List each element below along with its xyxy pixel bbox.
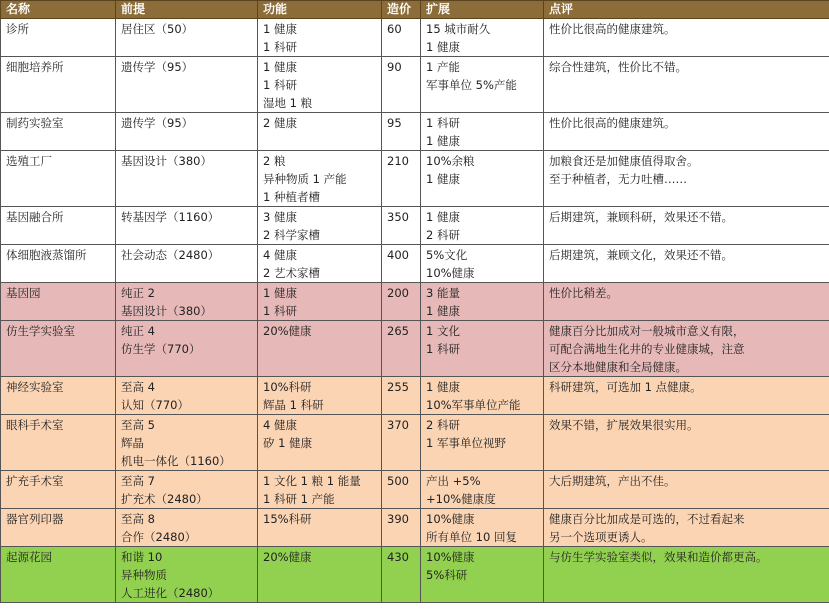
cell-comment [544, 377, 829, 415]
function-line: 4 健康 [263, 418, 297, 432]
cell-expand [421, 245, 544, 283]
cell-comment [544, 471, 829, 509]
cost-value: 390 [387, 512, 409, 526]
cell-function [258, 377, 382, 415]
building-name: 起源花园 [6, 550, 52, 564]
header-name: 名称 [1, 1, 116, 19]
cell-cost [382, 19, 421, 57]
prereq-line: 辉晶 [121, 436, 144, 450]
comment-line: 后期建筑，兼顾文化，效果还不错。 [549, 248, 733, 262]
function-line: 2 粮 [263, 154, 286, 168]
table-row [1, 19, 829, 57]
expand-line: 1 健康 [426, 134, 460, 148]
comment-line: 与仿生学实验室类似，效果和造价都更高。 [549, 550, 768, 564]
cell-function [258, 19, 382, 57]
cell-prereq [116, 471, 258, 509]
header-expand: 扩展 [421, 1, 544, 19]
comment-line: 效果不错，扩展效果很实用。 [549, 418, 699, 432]
cost-value: 95 [387, 116, 402, 130]
cost-value: 265 [387, 324, 409, 338]
cell-expand [421, 283, 544, 321]
expand-line: 5%文化 [426, 248, 468, 262]
cell-comment [544, 415, 829, 471]
prereq-line: 至高 8 [121, 512, 155, 526]
prereq-line: 至高 7 [121, 474, 155, 488]
prereq-line: 人工进化（2480） [121, 586, 220, 600]
cell-cost [382, 283, 421, 321]
cell-name [1, 57, 116, 113]
table-row [1, 151, 829, 207]
expand-line: 1 军事单位视野 [426, 436, 506, 450]
prereq-line: 异种物质 [121, 568, 167, 582]
cell-function [258, 151, 382, 207]
cell-comment [544, 509, 829, 547]
expand-line: 5%科研 [426, 568, 468, 582]
header-function: 功能 [258, 1, 382, 19]
function-line: 1 科研 [263, 40, 297, 54]
comment-line: 科研建筑，可选加 1 点健康。 [549, 380, 702, 394]
comment-line: 性价比很高的健康建筑。 [549, 22, 676, 36]
building-name: 扩充手术室 [6, 474, 64, 488]
expand-line: 1 健康 [426, 380, 460, 394]
prereq-line: 纯正 4 [121, 324, 155, 338]
cell-cost [382, 377, 421, 415]
function-line: 2 科学家槽 [263, 228, 320, 242]
function-line: 10%科研 [263, 380, 312, 394]
function-line: 1 文化 1 粮 1 能量 [263, 474, 361, 488]
expand-line: 1 健康 [426, 304, 460, 318]
cell-comment [544, 547, 829, 603]
prereq-line: 基因设计（380） [121, 304, 212, 318]
table-row [1, 415, 829, 471]
cell-name [1, 377, 116, 415]
cell-expand [421, 151, 544, 207]
function-line: 20%健康 [263, 550, 312, 564]
expand-line: 15 城市耐久 [426, 22, 491, 36]
cell-prereq [116, 547, 258, 603]
prereq-line: 至高 5 [121, 418, 155, 432]
prereq-line: 机电一体化（1160） [121, 454, 231, 468]
building-name: 诊所 [6, 22, 29, 36]
table-body [1, 19, 829, 603]
cell-function [258, 321, 382, 377]
cell-cost [382, 321, 421, 377]
table-row [1, 283, 829, 321]
cost-value: 430 [387, 550, 409, 564]
cell-prereq [116, 57, 258, 113]
function-line: 矽 1 健康 [263, 436, 313, 450]
function-line: 异种物质 1 产能 [263, 172, 347, 186]
prereq-line: 仿生学（770） [121, 342, 201, 356]
cell-prereq [116, 245, 258, 283]
cell-prereq [116, 113, 258, 151]
table-row [1, 321, 829, 377]
comment-line: 综合性建筑，性价比不错。 [549, 60, 687, 74]
cell-comment [544, 113, 829, 151]
cell-prereq [116, 283, 258, 321]
expand-line: 军事单位 5%产能 [426, 78, 517, 92]
expand-line: 1 产能 [426, 60, 460, 74]
prereq-line: 社会动态（2480） [121, 248, 220, 262]
cell-name [1, 509, 116, 547]
expand-line: 3 能量 [426, 286, 460, 300]
expand-line: 1 科研 [426, 116, 460, 130]
cost-value: 350 [387, 210, 409, 224]
cell-name [1, 283, 116, 321]
building-name: 细胞培养所 [6, 60, 64, 74]
table-row [1, 377, 829, 415]
table-row [1, 245, 829, 283]
expand-line: 10%健康 [426, 266, 475, 280]
table-row [1, 471, 829, 509]
function-line: 20%健康 [263, 324, 312, 338]
cell-prereq [116, 19, 258, 57]
header-comment: 点评 [544, 1, 829, 19]
cell-function [258, 245, 382, 283]
cell-expand [421, 471, 544, 509]
prereq-line: 遗传学（95） [121, 60, 194, 74]
table-row [1, 509, 829, 547]
cell-cost [382, 245, 421, 283]
cell-cost [382, 415, 421, 471]
cell-comment [544, 283, 829, 321]
table-row [1, 547, 829, 603]
building-name: 器官列印器 [6, 512, 64, 526]
expand-line: 10%余粮 [426, 154, 475, 168]
cell-name [1, 415, 116, 471]
expand-line: 10%健康 [426, 550, 475, 564]
header-row [1, 1, 829, 19]
cell-comment [544, 57, 829, 113]
expand-line: 1 文化 [426, 324, 460, 338]
cell-function [258, 547, 382, 603]
prereq-line: 遗传学（95） [121, 116, 194, 130]
prereq-line: 居住区（50） [121, 22, 194, 36]
function-line: 1 健康 [263, 286, 297, 300]
function-line: 1 科研 [263, 78, 297, 92]
prereq-line: 和谐 10 [121, 550, 163, 564]
building-name: 神经实验室 [6, 380, 64, 394]
comment-line: 后期建筑，兼顾科研，效果还不错。 [549, 210, 733, 224]
function-line: 15%科研 [263, 512, 312, 526]
building-name: 仿生学实验室 [6, 324, 75, 338]
cell-name [1, 547, 116, 603]
cell-function [258, 283, 382, 321]
cell-expand [421, 547, 544, 603]
cell-name [1, 321, 116, 377]
cell-comment [544, 19, 829, 57]
header-prereq: 前提 [116, 1, 258, 19]
cell-cost [382, 509, 421, 547]
expand-line: +10%健康度 [426, 492, 496, 506]
prereq-line: 纯正 2 [121, 286, 155, 300]
building-name: 眼科手术室 [6, 418, 64, 432]
cost-value: 200 [387, 286, 409, 300]
prereq-line: 至高 4 [121, 380, 155, 394]
cell-function [258, 207, 382, 245]
expand-line: 2 科研 [426, 418, 460, 432]
cell-expand [421, 113, 544, 151]
cost-value: 500 [387, 474, 409, 488]
expand-line: 10%军事单位产能 [426, 398, 521, 412]
comment-line: 区分本地健康和全局健康。 [549, 360, 687, 374]
cell-comment [544, 151, 829, 207]
expand-line: 产出 +5% [426, 474, 481, 488]
cell-function [258, 57, 382, 113]
cell-function [258, 509, 382, 547]
function-line: 3 健康 [263, 210, 297, 224]
expand-line: 1 健康 [426, 210, 460, 224]
building-name: 基因融合所 [6, 210, 64, 224]
building-name: 基因园 [6, 286, 41, 300]
comment-line: 健康百分比加成是可选的，不过看起来 [549, 512, 745, 526]
cell-cost [382, 57, 421, 113]
comment-line: 另一个选项更诱人。 [549, 530, 653, 544]
cell-prereq [116, 415, 258, 471]
cell-name [1, 19, 116, 57]
cell-function [258, 471, 382, 509]
cell-prereq [116, 377, 258, 415]
cell-name [1, 113, 116, 151]
cell-cost [382, 151, 421, 207]
cell-function [258, 415, 382, 471]
cost-value: 90 [387, 60, 402, 74]
building-name: 选殖工厂 [6, 154, 52, 168]
prereq-line: 基因设计（380） [121, 154, 212, 168]
function-line: 1 健康 [263, 22, 297, 36]
expand-line: 1 健康 [426, 172, 460, 186]
expand-line: 10%健康 [426, 512, 475, 526]
expand-line: 1 科研 [426, 342, 460, 356]
comment-line: 可配合满地生化井的专业健康城，注意 [549, 342, 745, 356]
comment-line: 加粮食还是加健康值得取舍。 [549, 154, 699, 168]
cell-comment [544, 207, 829, 245]
function-line: 1 健康 [263, 60, 297, 74]
function-line: 1 科研 1 产能 [263, 492, 335, 506]
table-row [1, 57, 829, 113]
cell-cost [382, 207, 421, 245]
cell-expand [421, 415, 544, 471]
cell-cost [382, 113, 421, 151]
prereq-line: 扩充术（2480） [121, 492, 208, 506]
cell-name [1, 245, 116, 283]
function-line: 2 健康 [263, 116, 297, 130]
cell-comment [544, 321, 829, 377]
cost-value: 370 [387, 418, 409, 432]
expand-line: 2 科研 [426, 228, 460, 242]
cell-function [258, 113, 382, 151]
header-cost: 造价 [382, 1, 421, 19]
cell-cost [382, 471, 421, 509]
cell-prereq [116, 207, 258, 245]
cost-value: 210 [387, 154, 409, 168]
comment-line: 性价比很高的健康建筑。 [549, 116, 676, 130]
building-name: 体细胞液蒸馏所 [6, 248, 87, 262]
cost-value: 400 [387, 248, 409, 262]
cell-expand [421, 57, 544, 113]
cell-expand [421, 377, 544, 415]
function-line: 1 科研 [263, 304, 297, 318]
cell-name [1, 151, 116, 207]
comment-line: 性价比稍差。 [549, 286, 618, 300]
function-line: 2 艺术家槽 [263, 266, 320, 280]
function-line: 1 种植者槽 [263, 190, 320, 204]
comment-line: 至于种植者，无力吐槽…… [549, 172, 687, 186]
comment-line: 健康百分比加成对一般城市意义有限， [549, 324, 745, 338]
prereq-line: 转基因学（1160） [121, 210, 220, 224]
function-line: 4 健康 [263, 248, 297, 262]
function-line: 辉晶 1 科研 [263, 398, 324, 412]
expand-line: 所有单位 10 回复 [426, 530, 517, 544]
cost-value: 60 [387, 22, 402, 36]
table-row [1, 207, 829, 245]
cell-name [1, 471, 116, 509]
expand-line: 1 健康 [426, 40, 460, 54]
cell-prereq [116, 509, 258, 547]
cell-prereq [116, 151, 258, 207]
comment-line: 大后期建筑，产出不佳。 [549, 474, 676, 488]
prereq-line: 认知（770） [121, 398, 189, 412]
cost-value: 255 [387, 380, 409, 394]
cell-expand [421, 321, 544, 377]
cell-comment [544, 245, 829, 283]
cell-expand [421, 19, 544, 57]
cell-name [1, 207, 116, 245]
building-name: 制药实验室 [6, 116, 64, 130]
cell-expand [421, 207, 544, 245]
cell-cost [382, 547, 421, 603]
table-row [1, 113, 829, 151]
cell-expand [421, 509, 544, 547]
prereq-line: 合作（2480） [121, 530, 197, 544]
cell-prereq [116, 321, 258, 377]
function-line: 湿地 1 粮 [263, 96, 313, 110]
